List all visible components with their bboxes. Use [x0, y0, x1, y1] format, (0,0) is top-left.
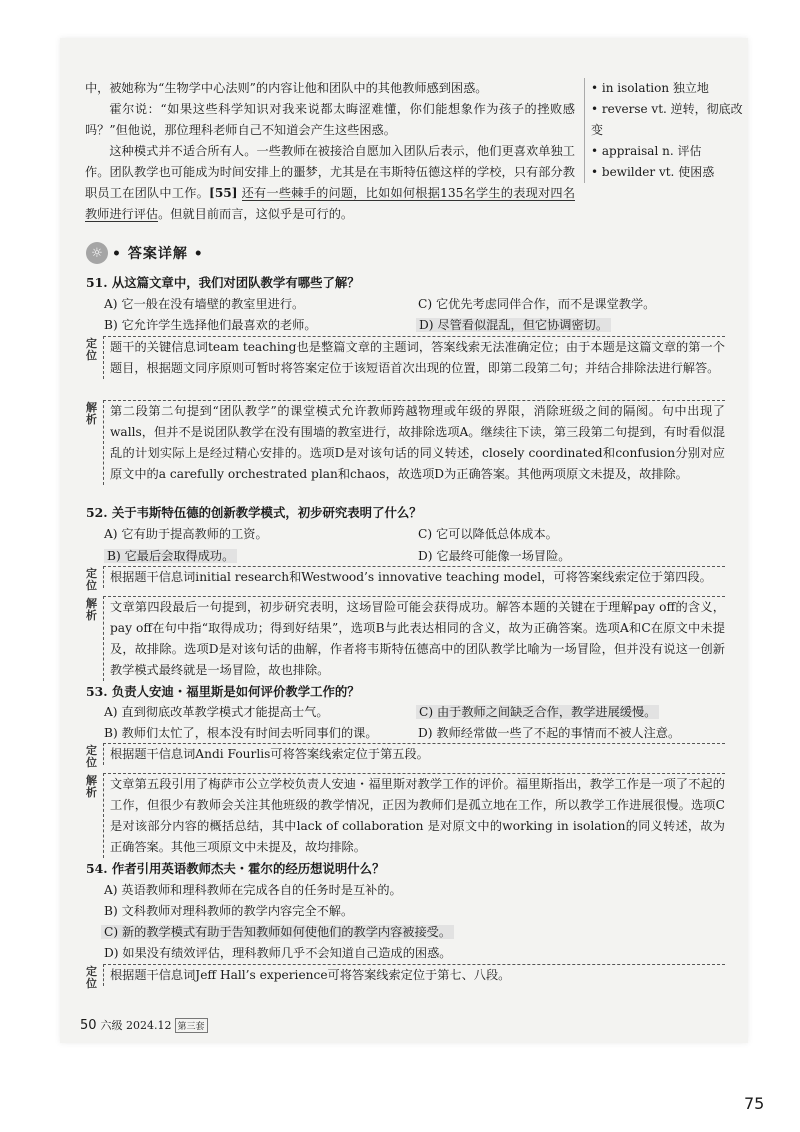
q53-analyze-text: 文章第五段引用了梅萨市公立学校负责人安迪・福里斯对教学工作的评价。福里斯指出，教学工作是一项了不起的工作，但很少有教师会关注其他班级的教学情况，正因为教师们是孤立地在工作，所以教学工作进展很慢。选项C是对该部分内容的概括总结，其中lack of collaboration 是对原文中的working in isolation的同义转述，故为正确答案。其他三项原文中未提及，故均排除。 [110, 777, 725, 854]
q54-option-d: D) 如果没有绩效评估，理科教师几乎不会知道自己造成的困惑。 [104, 946, 452, 960]
q51-locate-box [103, 336, 725, 379]
lightbulb-icon: ☼ [86, 242, 108, 264]
q52-analyze-text: 文章第四段最后一句提到，初步研究表明，这场冒险可能会获得成功。解答本题的关键在于理解pay off的含义，pay off在句中指“取得成功；得到好结果”，选项B与此表达相同的含义，故为正确答案。选项A和C在原文中未提及，故排除。选项D是对该句话的曲解，作者将韦斯特伍德高中的团队教学比喻为一场冒险，但并没有说这一创新教学模式最终就是一场冒险，故也排除。 [110, 600, 725, 677]
footer-page-number: 50 [80, 1017, 97, 1033]
footer-volume: 第三套 [175, 1018, 208, 1033]
question-51: 51. 从这篇文章中，我们对团队教学有哪些了解？ [86, 275, 360, 290]
q54-option-c-text: C) 新的教学模式有助于告知教师如何使他们的教学内容被接受。 [101, 925, 454, 939]
q53-option-c-text: C) 由于教师之间缺乏合作，教学进展缓慢。 [416, 705, 659, 719]
passage-paragraph-3-text: 这种模式并不适合所有人。一些教师在被接洽自愿加入团队后表示，他们更喜欢单独工作。团队教学也可能成为时间安排上的噩梦，尤其是在韦斯特伍德这样的学校，只有部分教职员工在团队中工作。 [85, 144, 575, 200]
q51-option-b: B) 它允许学生选择他们最喜欢的老师。 [104, 318, 317, 332]
q53-option-d: D) 教师经常做一些了不起的事情而不被人注意。 [418, 726, 681, 740]
page-number: 75 [744, 1094, 765, 1113]
locate-tag: 定位 [86, 744, 97, 769]
question-53: 53. 负责人安迪・福里斯是如何评价教学工作的？ [86, 684, 360, 699]
page-footer [80, 1017, 208, 1033]
question-54: 54. 作者引用英语教师杰夫・霍尔的经历想说明什么？ [86, 861, 385, 876]
question-marker-55: [55] [209, 186, 238, 200]
glossary-item: • appraisal n. 评估 [591, 144, 702, 158]
locate-tag: 定位 [86, 337, 97, 362]
q51-option-c: C) 它优先考虑同伴合作，而不是课堂教学。 [418, 297, 656, 311]
glossary-item: • reverse vt. 逆转，彻底改变 [591, 102, 743, 137]
q53-locate-text: 根据题干信息词Andi Fourlis可将答案线索定位于第五段。 [110, 747, 429, 761]
passage-paragraph-3 [85, 141, 575, 225]
analyze-tag: 解析 [86, 774, 97, 799]
q52-analyze-box [103, 596, 725, 681]
passage-text [85, 78, 575, 225]
q53-option-a: A) 直到彻底改革教学模式才能提高士气。 [104, 705, 329, 719]
passage-paragraph-2: 霍尔说：“如果这些科学知识对我来说都太晦涩难懂，你们能想象作为孩子的挫败感吗？”但他说，那位理科老师自己不知道会产生这些困惑。 [85, 102, 575, 137]
analyze-tag: 解析 [86, 597, 97, 622]
answers-header [86, 241, 204, 265]
passage-paragraph-1: 中，被她称为“生物学中心法则”的内容让他和团队中的其他教师感到困惑。 [85, 81, 488, 95]
underlined-sentence: 还有一些棘手的问题，比如如何根据135名学生的表现对四名教师进行评估 [85, 186, 576, 221]
q51-analyze-box [103, 400, 725, 485]
glossary-item: • bewilder vt. 使困惑 [591, 165, 715, 179]
answers-header-label: • 答案详解 • [112, 246, 204, 262]
footer-issue: 六级 2024.12 [100, 1019, 172, 1032]
q54-option-a: A) 英语教师和理科教师在完成各自的任务时是互补的。 [104, 883, 402, 897]
q53-option-c [416, 702, 659, 723]
q52-option-b-text: B) 它最后会取得成功。 [104, 549, 237, 563]
q52-option-d: D) 它最终可能像一场冒险。 [418, 549, 571, 563]
q54-locate-box [103, 964, 725, 986]
q52-option-b [104, 546, 237, 567]
q53-analyze-box [103, 773, 725, 858]
q54-option-c [101, 922, 454, 943]
analyze-tag: 解析 [86, 401, 97, 426]
q51-option-a: A) 它一般在没有墙壁的教室里进行。 [104, 297, 305, 311]
passage-paragraph-3-end: 。但就目前而言，这似乎是可行的。 [158, 207, 354, 221]
q53-locate-box [103, 743, 725, 765]
q54-locate-text: 根据题干信息词Jeff Hall’s experience可将答案线索定位于第七、八段。 [110, 968, 511, 982]
question-52: 52. 关于韦斯特伍德的创新教学模式，初步研究表明了什么？ [86, 505, 422, 520]
q52-option-a: A) 它有助于提高教师的工资。 [104, 527, 268, 541]
q52-locate-text: 根据题干信息词initial research和Westwood’s innovative teaching model，可将答案线索定位于第四段。 [110, 570, 712, 584]
q51-option-d-text: D) 尽管看似混乱，但它协调密切。 [416, 318, 611, 332]
q51-locate-text: 题干的关键信息词team teaching也是整篇文章的主题词，答案线索无法准确定位；由于本题是这篇文章的第一个题目，根据题文同序原则可暂时将答案定位于该短语首次出现的位置，即第二段第二句；并结合排除法进行解答。 [110, 340, 725, 375]
q52-option-c: C) 它可以降低总体成本。 [418, 527, 558, 541]
q52-locate-box [103, 566, 725, 588]
glossary-panel [584, 78, 743, 183]
q53-option-b: B) 教师们太忙了，根本没有时间去听同事们的课。 [104, 726, 378, 740]
glossary-item: • in isolation 独立地 [591, 81, 709, 95]
locate-tag: 定位 [86, 965, 97, 990]
locate-tag: 定位 [86, 567, 97, 592]
q51-analyze-text: 第二段第二句提到“团队教学”的课堂模式允许教师跨越物理或年级的界限，消除班级之间的隔阂。句中出现了walls，但并不是说团队教学在没有围墙的教室进行，故排除选项A。继续往下读，第三段第二句提到，有时看似混乱的计划实际上是经过精心安排的。选项D是对该句话的同义转述，closely coordinated和confusion分别对应原文中的a carefully orchestrated plan和chaos，故选项D为正确答案。其他两项原文未提及，故排除。 [110, 404, 725, 481]
q51-option-d [416, 315, 611, 336]
q54-option-b: B) 文科教师对理科教师的教学内容完全不解。 [104, 904, 354, 918]
